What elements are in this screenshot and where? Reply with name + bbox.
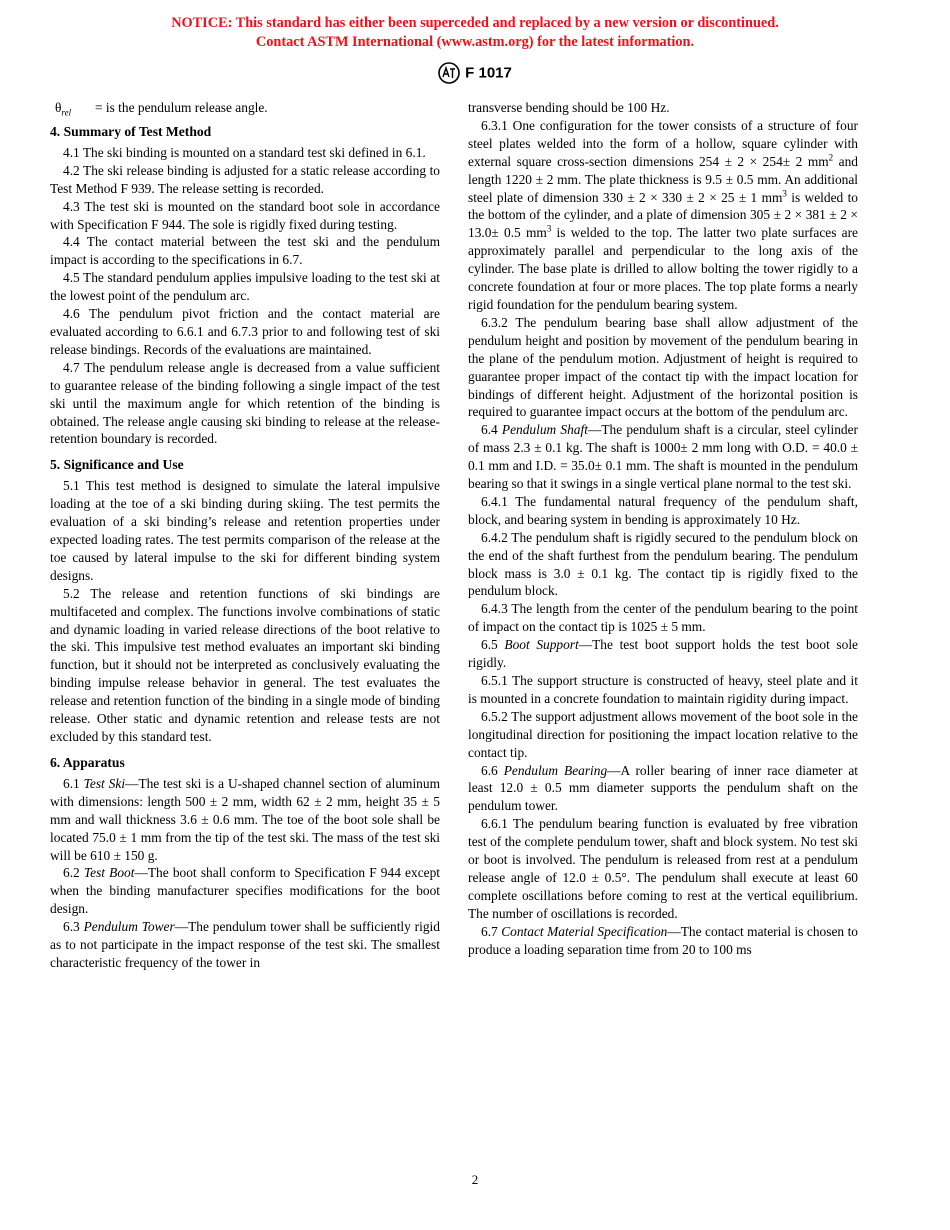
para-4-7: 4.7 The pendulum release angle is decreased from a value sufficient to guarantee release of the binding following a single impact of the test ski until the maximum angle for which retention of the binding is obtained. The release angle causing ski binding to release at the release-retention boundary is recorded.	[50, 359, 440, 447]
para-4-4: 4.4 The contact material between the test ski and the pendulum impact is according to the specifications in 6.7.	[50, 234, 440, 268]
para-6-3-2: 6.3.2 The pendulum bearing base shall allow adjustment of the pendulum height and position by movement of the pendulum bearing in the plane of the pendulum motion. Adjustment of height is required to guarantee proper impact of the contact tip with the impact location for bindings of different height. Adjustment of the horizontal position is required to guarantee impact occurs at the bottom of the pendulum arc.	[468, 314, 858, 420]
designation: F 1017	[465, 64, 512, 82]
definition-text: = is the pendulum release angle.	[95, 100, 268, 115]
symbol-subscript: rel	[61, 107, 72, 118]
para-6-7: 6.7 Contact Material Specification—The contact material is chosen to produce a loading separation time from 20 to 100 ms	[468, 923, 858, 957]
para-4-6: 4.6 The pendulum pivot friction and the contact material are evaluated according to 6.6.1 and 6.7.3 prior to and following test of ski release bindings. Records of the evaluations are maintained.	[50, 306, 440, 357]
page-number: 2	[471, 1172, 479, 1187]
document-header	[0, 62, 950, 84]
para-6-6-1: 6.6.1 The pendulum bearing function is evaluated by free vibration test of the complete pendulum tower, shaft and block system. No test ski or boot is involved. The pendulum is released from rest at a pendulum release angle of 12.0 ± 0.5°. The pendulum shall execute at least 60 complete oscillations before coming to rest at the vertical equilibrium. The number of oscillations is recorded.	[468, 816, 858, 921]
astm-logo-icon	[438, 62, 460, 84]
para-6-4: 6.4 Pendulum Shaft—The pendulum shaft is a circular, steel cylinder of mass 2.3 ± 0.1 kg. The shaft is 1000± 2 mm long with O.D. = 40.0 ± 0.1 mm and I.D. = 35.0± 0.1 mm. The shaft is mounted in the pendulum bearing so that it swings in a single vertical plane normal to the test ski.	[468, 422, 858, 492]
para-6-4-2: 6.4.2 The pendulum shaft is rigidly secured to the pendulum block on the end of the shaft furthest from the pendulum bearing. The pendulum block mass is 3.0 ± 0.1 kg. The contact tip is rigidly fixed to the pendulum block.	[468, 529, 858, 599]
para-6-6: 6.6 Pendulum Bearing—A roller bearing of inner race diameter at least 12.0 ± 0.5 mm diameter supports the pendulum shaft on the pendulum tower.	[468, 762, 858, 814]
symbol-theta: θ	[55, 100, 62, 115]
para-6-2: 6.2 Test Boot—The boot shall conform to Specification F 944 except when the binding manufacturer specifies modifications for the boot design.	[50, 865, 440, 917]
para-6-3-1: 6.3.1 One configuration for the tower consists of a structure of four steel plates welded into the form of a hollow, square cylinder with external square cross-section dimensions 254 ± 2 × 254± 2 $mm^2$ and length 1220 ± 2 mm. The plate thickness is 9.5 ± 0.5 mm. An additional steel plate of dimension 330 ± 2 × 330 ± 2 × 25 ± 1 $mm^3$ is welded to the bottom of the cylinder, and a plate of dimension 305 ± 2 × 381 ± 2 × 13.0± 0.5 $mm^3$ is welded to the top. The latter two plate surfaces are approximately parallel and perpendicular to the long axis of the cylinder. The base plate is drilled to allow bolting the tower rigidly to a concrete foundation at four or more places. The top plate forms a nearly rigid foundation for the pendulum bearing system.	[468, 117, 858, 312]
para-5-1: 5.1 This test method is designed to simulate the lateral impulsive loading at the toe of a ski binding during skiing. The test permits the evaluation of a ski binding’s release and retention properties under expected loading rates. The test permits comparison of the release at the toe caused by lateral impulse to the ski for different binding system designs.	[50, 478, 440, 583]
para-4-5: 4.5 The standard pendulum applies impulsive loading to the test ski at the lowest point of the pendulum arc.	[50, 270, 440, 304]
para-6-4-3: 6.4.3 The length from the center of the pendulum bearing to the point of impact on the contact tip is 1025 ± 5 mm.	[468, 601, 858, 635]
notice-line-1: NOTICE: This standard has either been superceded and replaced by a new version or discontinued.	[171, 15, 779, 31]
section-6-heading: 6. Apparatus	[50, 754, 125, 770]
definition-theta-rel	[50, 99, 440, 117]
para-4-3: 4.3 The test ski is mounted on the standard boot sole in accordance with Specification F 944. The sole is rigidly fixed during testing.	[50, 198, 440, 232]
para-4-1: 4.1 The ski binding is mounted on a standard test ski defined in 6.1.	[63, 144, 426, 160]
section-4-heading: 4. Summary of Test Method	[50, 123, 212, 139]
para-6-5-2: 6.5.2 The support adjustment allows movement of the boot sole in the longitudinal direction for positioning the impact location relative to the contact tip.	[468, 708, 858, 760]
para-5-2: 5.2 The release and retention functions of ski bindings are multifaceted and complex. The functions involve combinations of static and dynamic loading in varied release directions of the boot relative to the ski. This impulsive test method evaluates an important ski binding function, but it should not be interpreted as conclusively evaluating the binding impulse release behavior in general. The test evaluates the release and retention function of the binding in a single mode of binding release. Other static and dynamic retention and release tests are not excluded by this standard test.	[50, 585, 440, 744]
notice-line-2: Contact ASTM International (www.astm.org) for the latest information.	[255, 34, 695, 50]
para-6-5-1: 6.5.1 The support structure is constructed of heavy, steel plate and it is mounted in a concrete foundation to maintain rigidity during impact.	[468, 673, 858, 706]
para-6-1: 6.1 Test Ski—The test ski is a U-shaped channel section of aluminum with dimensions: length 500 ± 2 mm, width 62 ± 2 mm, height 35 ± 5 mm and wall thickness 3.6 ± 0.6 mm. The toe of the boot sole shall be located 75.0 ± 1 mm from the tip of the test ski. The mass of the test ski will be 610 ± 150 g.	[50, 775, 440, 863]
section-5-heading: 5. Significance and Use	[50, 457, 184, 473]
para-6-5: 6.5 Boot Support—The test boot support holds the test boot sole rigidly.	[468, 637, 858, 671]
right-column	[468, 99, 858, 959]
left-column	[50, 99, 440, 972]
notice-banner	[0, 14, 950, 52]
para-6-3-continued: transverse bending should be 100 Hz.	[468, 100, 670, 115]
para-6-4-1: 6.4.1 The fundamental natural frequency of the pendulum shaft, block, and bearing system in bending is approximately 10 Hz.	[468, 493, 858, 527]
para-4-2: 4.2 The ski release binding is adjusted for a static release according to Test Method F 939. The release setting is recorded.	[50, 162, 440, 196]
para-6-3: 6.3 Pendulum Tower—The pendulum tower shall be sufficiently rigid as to not participate in the impact response of the test ski. The smallest characteristic frequency of the tower in	[50, 919, 440, 970]
